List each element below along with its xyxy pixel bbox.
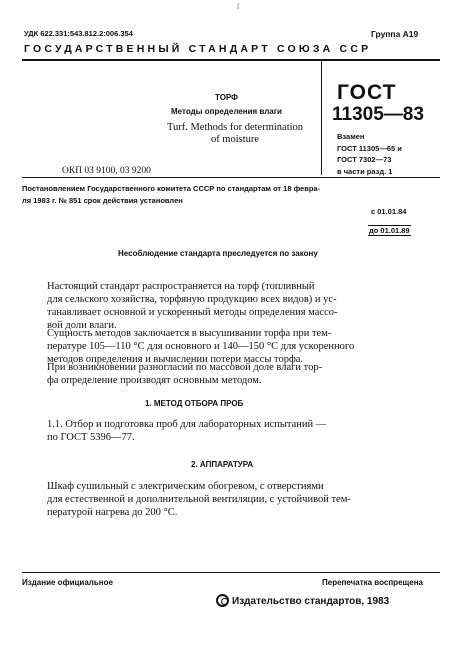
paragraph-line: При возникновении разногласий по массовой доле влаги тор- [47,362,323,373]
paragraph-line: Сущность методов заключается в высушивании торфа при тем- [47,328,332,339]
paragraph-line: для сельского хозяйства, торфяную продукцию всех видов) и ус- [47,294,337,305]
replaces-line: в части разд. 1 [337,166,393,176]
replaces-line: ГОСТ 11305—65 и [337,143,402,153]
vertical-divider [321,61,322,175]
replaces-line: Взамен [337,132,365,141]
udc-code: УДК 622.331:543.812.2:006.354 [24,29,133,38]
paragraph-line: для естественной и дополнительной вентиляции, с устойчивой тем- [47,494,351,505]
state-standard-heading: ГОСУДАРСТВЕННЫЙ СТАНДАРТ СОЮЗА ССР [24,43,372,55]
english-title [150,122,320,146]
section-2-text [47,480,428,519]
top-rule [22,59,440,61]
disagreement-paragraph [47,361,428,387]
reprint-notice: Перепечатка воспрещена [322,578,423,587]
paragraph-line: методов определения и вычислении потери массы торфа. [47,354,304,365]
middle-rule [22,177,440,178]
paragraph-line: Настоящий стандарт распространяется на торф (топливный [47,281,315,292]
okp-code: ОКП 03 9100, 03 9200 [62,166,151,176]
copyright-line [216,594,389,607]
paragraph-line: пературе 105—110 °С для основного и 140—150 °С для ускоренного [47,341,355,352]
english-title-line: Turf. Methods for determination [166,122,304,133]
edition-label: Издание официальное [22,578,113,587]
replaces-line: ГОСТ 7302—73 [337,155,392,164]
gost-number: 11305—83 [332,104,424,125]
intro-paragraph [47,280,428,332]
decree-text [22,183,320,207]
paragraph-line: по ГОСТ 5396—77. [47,432,135,443]
paragraph-line: танавливает основной и ускоренный методы определения массо- [47,307,338,318]
section-1-text [47,418,428,444]
copyright-text: Издательство стандартов, 1983 [232,596,390,607]
english-title-line: of moisture [210,134,260,145]
bottom-rule [22,572,440,573]
paragraph-line: фа определение производят основным методом. [47,375,262,386]
noncompliance-notice: Несоблюдение стандарта преследуется по закону [118,249,318,258]
paragraph-line: Шкаф сушильный с электрическим обогревом, с отверстиями [47,481,324,492]
decree-line: ля 1983 г. № 851 срок действия установлен [22,196,183,205]
copyright-icon [216,594,229,607]
validity-from: с 01.01.84 [371,207,407,216]
paragraph-line: пературой нагрева до 200 °С. [47,507,178,518]
validity-to: до 01.01.89 [369,226,410,235]
standard-subtitle: Методы определения влаги [171,107,282,116]
decree-line: Постановлением Государственного комитета СССР по стандартам от 18 февра- [22,184,321,193]
section-2-title: 2. АППАРАТУРА [191,460,254,469]
gost-label: ГОСТ [337,81,397,104]
margin-mark: ſ [237,2,240,11]
paragraph-line: 1.1. Отбор и подготовка проб для лабораторных испытаний — [47,419,327,430]
standard-title: ТОРФ [215,93,238,102]
replaces-block [337,131,402,177]
section-1-title: 1. МЕТОД ОТБОРА ПРОБ [145,399,244,408]
group-code: Группа А19 [371,29,419,39]
paragraph-line: вой доли влаги. [47,320,117,331]
